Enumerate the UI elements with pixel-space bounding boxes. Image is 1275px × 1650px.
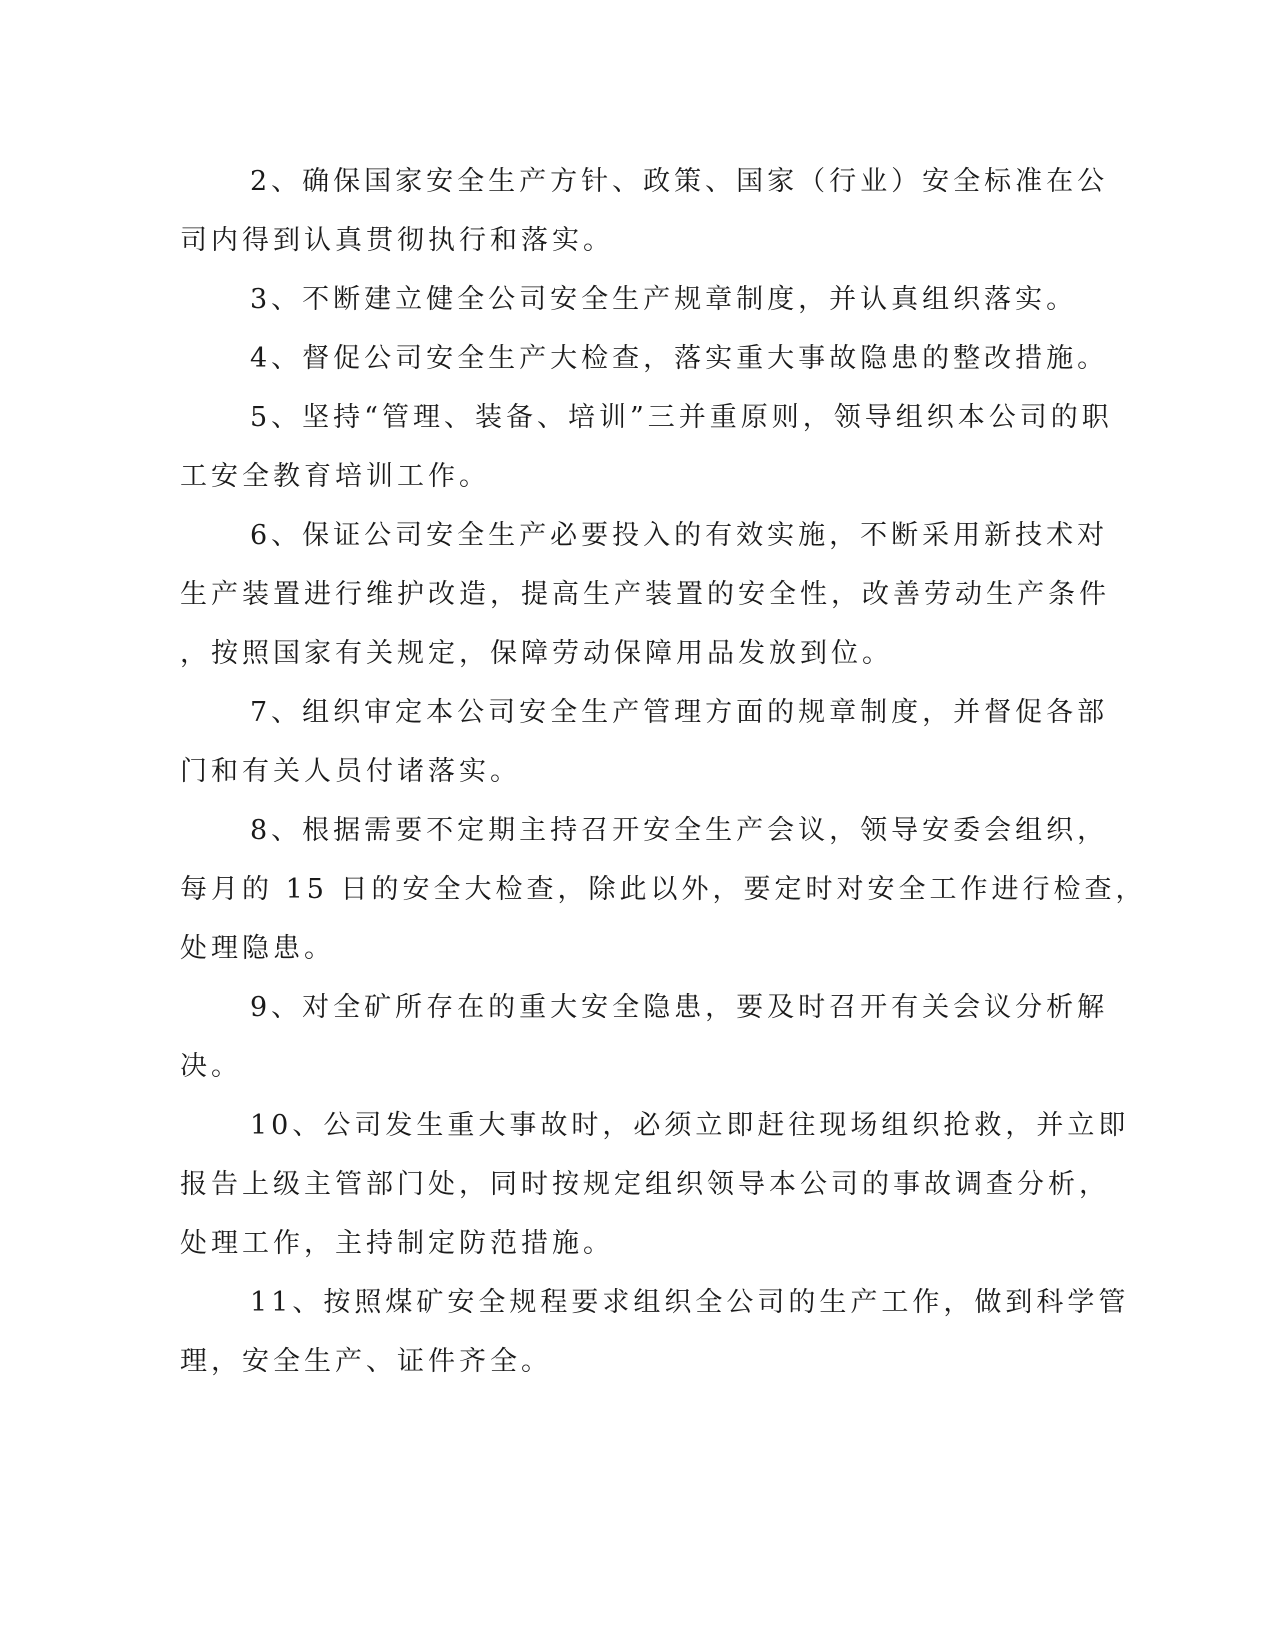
- paragraph-line: 每月的 15 日的安全大检查，除此以外，要定时对安全工作进行检查，: [180, 874, 1147, 905]
- paragraph-line: 处理工作，主持制定防范措施。: [180, 1228, 614, 1259]
- paragraph-line: 处理隐患。: [180, 933, 335, 964]
- paragraph-line: 司内得到认真贯彻执行和落实。: [180, 225, 614, 256]
- paragraph-line: 2、确保国家安全生产方针、政策、国家（行业）安全标准在公: [250, 166, 1109, 197]
- paragraph: [180, 329, 1109, 388]
- paragraph-line: 11、按照煤矿安全规程要求组织全公司的生产工作，做到科学管: [250, 1287, 1130, 1318]
- paragraph: [180, 152, 1109, 270]
- paragraph-line: 生产装置进行维护改造，提高生产装置的安全性，改善劳动生产条件: [180, 579, 1110, 610]
- paragraph-line: 5、坚持“管理、装备、培训”三并重原则，领导组织本公司的职: [250, 402, 1113, 433]
- paragraph: [180, 801, 1147, 978]
- paragraph-line: 4、督促公司安全生产大检查，落实重大事故隐患的整改措施。: [250, 343, 1109, 374]
- paragraph: [180, 978, 1109, 1096]
- paragraph-line: 报告上级主管部门处，同时按规定组织领导本公司的事故调查分析，: [180, 1169, 1110, 1200]
- paragraph: [180, 683, 1109, 801]
- paragraph-line: 7、组织审定本公司安全生产管理方面的规章制度，并督促各部: [250, 697, 1109, 728]
- paragraph-line: ，按照国家有关规定，保障劳动保障用品发放到位。: [180, 638, 893, 669]
- paragraph: [180, 1273, 1130, 1391]
- paragraph-line: 工安全教育培训工作。: [180, 461, 490, 492]
- document-body: [180, 152, 1147, 1391]
- paragraph-line: 3、不断建立健全公司安全生产规章制度，并认真组织落实。: [250, 284, 1078, 315]
- paragraph-line: 决。: [180, 1051, 242, 1082]
- paragraph-line: 10、公司发生重大事故时，必须立即赶往现场组织抢救，并立即: [250, 1110, 1130, 1141]
- paragraph-line: 8、根据需要不定期主持召开安全生产会议，领导安委会组织，: [250, 815, 1109, 846]
- paragraph-line: 9、对全矿所存在的重大安全隐患，要及时召开有关会议分析解: [250, 992, 1109, 1023]
- paragraph: [180, 1096, 1130, 1273]
- paragraph-line: 6、保证公司安全生产必要投入的有效实施，不断采用新技术对: [250, 520, 1109, 551]
- paragraph: [180, 270, 1078, 329]
- paragraph-line: 门和有关人员付诸落实。: [180, 756, 521, 787]
- paragraph: [180, 506, 1110, 683]
- paragraph: [180, 388, 1113, 506]
- paragraph-line: 理，安全生产、证件齐全。: [180, 1346, 552, 1377]
